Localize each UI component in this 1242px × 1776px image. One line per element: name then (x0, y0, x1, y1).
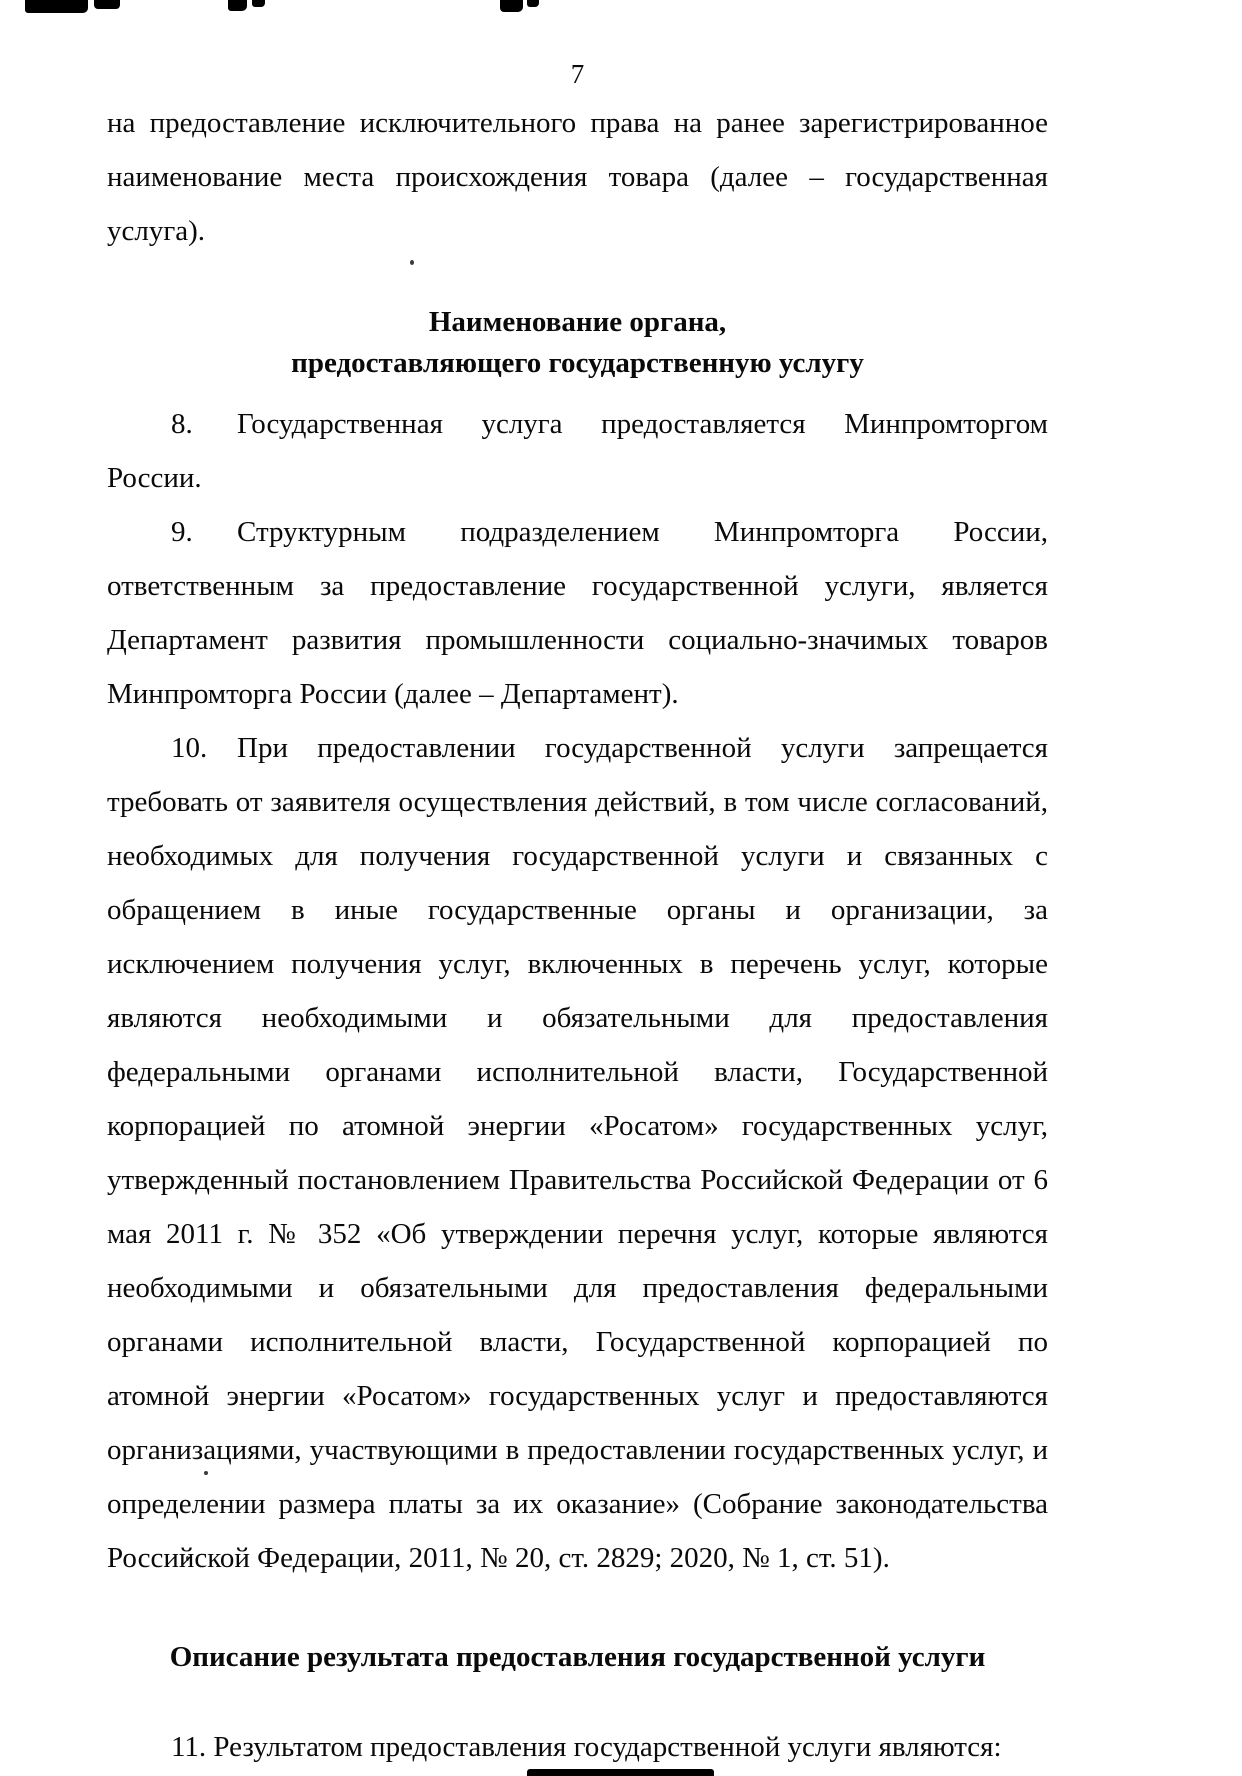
scan-artifact (25, 0, 88, 13)
paragraph-9-number: 9. (171, 516, 193, 548)
section-heading-result: Описание результата предоставления государственной услуги (169, 1641, 986, 1673)
paragraph-8 (107, 397, 1048, 505)
section-heading-authority-line1: Наименование органа, (428, 306, 727, 338)
paragraph-10-number: 10. (171, 732, 208, 764)
paragraph-8-text: Государственная услуга предоставляется Минпромторгом России. (107, 408, 1048, 494)
paragraph-10-text: При предоставлении государственной услуги запрещается требовать от заявителя осуществления действий, в том числе согласований, необходимых для получения государственной услуги и связанных с обращением в иные государственные органы и организации, за исключением получения услуг, включенных в перечень услуг, которые являются необходимыми и обязательными для предоставления федеральными органами исполнительной власти, Государственной корпорацией по атомной энергии «Росатом» государственных услуг, утвержденный постановлением Правительства Российской Федерации от 6 мая 2011 г. № 352 «Об утверждении перечня услуг, которые являются необходимыми и обязательными для предоставления федеральными органами исполнительной власти, Государственной корпорацией по атомной энергии «Росатом» государственных услуг и предоставляются организациями, участвующими в предоставлении государственных услуг, и определении размера платы за их оказание» (Собрание законодательства Российской Федерации, 2011, № 20, ст. 2829; 2020, № 1, ст. 51). (107, 732, 1048, 1574)
paragraph-11: 11. Результатом предоставления государственной услуги являются: (171, 1731, 1002, 1763)
paragraph-9 (107, 505, 1048, 721)
paragraph-10 (107, 721, 1048, 1585)
section-heading-authority (107, 302, 1048, 384)
page-number: 7 (570, 59, 585, 89)
paragraph-9-text: Структурным подразделением Минпромторга России, ответственным за предоставление государственной услуги, является Департамент развития промышленности социально-значимых товаров Минпромторга России (далее – Департамент). (107, 516, 1048, 710)
section-heading-authority-line2: предоставляющего государственную услугу (291, 347, 864, 379)
paragraph-8-number: 8. (171, 408, 193, 440)
text-block (107, 0, 1048, 1774)
paragraph-continuation: на предоставление исключительного права на ранее зарегистрированное наименование места происхождения товара (далее – государственная услуга). (107, 107, 1048, 247)
